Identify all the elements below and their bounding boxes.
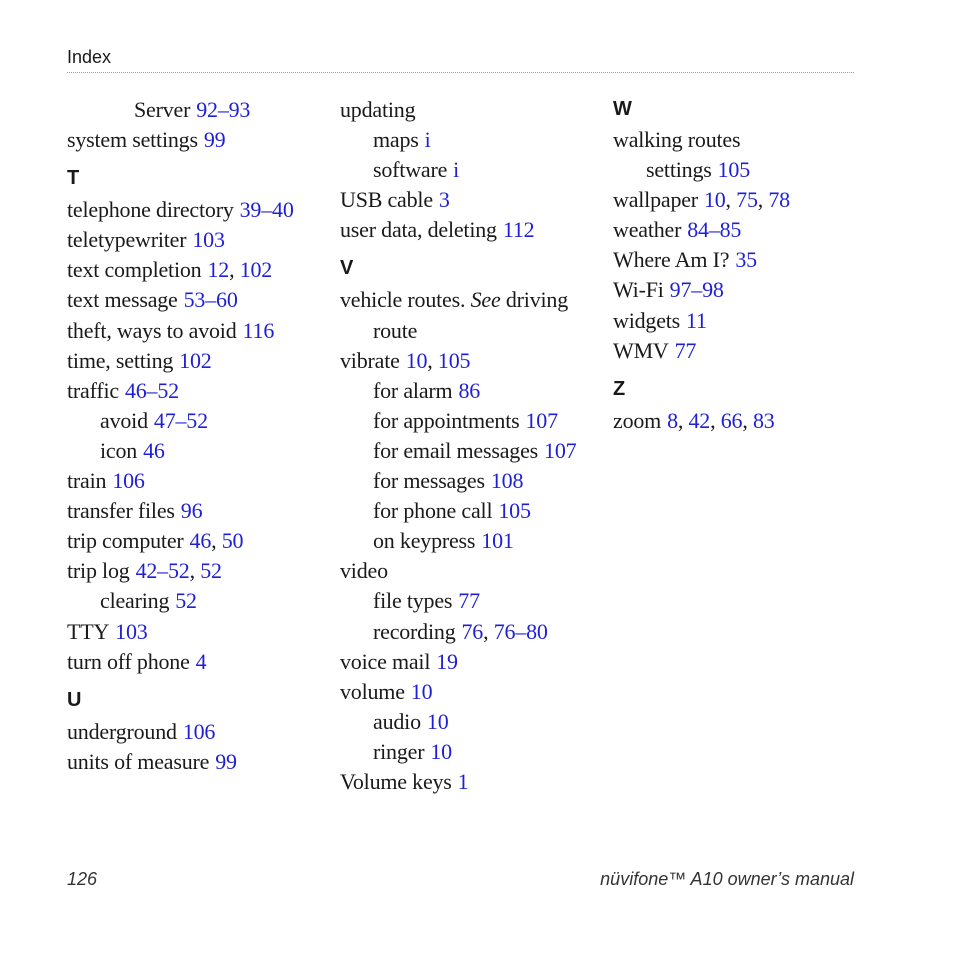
page-references	[125, 378, 179, 403]
index-term: walking routes	[613, 127, 741, 152]
section-letter: W	[613, 98, 632, 120]
index-subentry	[67, 406, 327, 436]
page-link[interactable]: 46	[189, 528, 212, 554]
page-references	[453, 157, 459, 182]
page-references	[204, 127, 226, 152]
page-link[interactable]: 102	[239, 257, 273, 283]
page-link[interactable]: 107	[525, 407, 558, 433]
index-term: theft, ways to avoid	[67, 317, 237, 343]
index-term: vehicle routes.	[340, 287, 466, 313]
index-entry	[613, 306, 873, 336]
index-term: software	[373, 157, 448, 183]
page-link[interactable]: 42	[688, 407, 711, 433]
index-subentry	[340, 316, 600, 346]
page-link[interactable]: 99	[215, 748, 237, 774]
page-references	[192, 227, 224, 252]
index-subentry	[340, 406, 600, 436]
index-entry	[613, 336, 873, 366]
index-subentry	[67, 95, 327, 125]
index-entry	[340, 556, 600, 586]
page-link[interactable]: 112	[502, 217, 535, 243]
index-term: Wi-Fi	[613, 277, 664, 303]
index-term: trip log	[67, 558, 130, 584]
page-references	[243, 318, 275, 343]
index-term: system settings	[67, 127, 198, 153]
index-entry	[67, 496, 327, 526]
page-link[interactable]: 78	[768, 187, 790, 213]
index-term: for messages	[373, 468, 485, 494]
page-references: 10, 75, 78	[703, 187, 790, 213]
page-references	[430, 739, 452, 764]
index-subentry	[67, 436, 327, 466]
index-entry	[613, 406, 873, 436]
page-references	[670, 277, 724, 302]
index-subentry	[340, 707, 600, 737]
page-references	[196, 649, 207, 674]
page-link[interactable]: 10	[430, 738, 452, 764]
page-link[interactable]: 10	[410, 678, 433, 704]
page-references	[215, 749, 237, 774]
index-subentry	[340, 737, 600, 767]
index-term: maps	[373, 127, 419, 153]
page-link[interactable]: i	[453, 157, 460, 183]
index-term: for email messages	[373, 437, 539, 463]
index-term: user data, deleting	[340, 217, 497, 243]
index-entry	[67, 316, 327, 346]
page-link[interactable]: 12	[207, 257, 230, 283]
index-term: file types	[373, 588, 453, 614]
page-references	[179, 348, 211, 373]
index-entry	[613, 185, 873, 215]
index-term: vibrate	[340, 347, 400, 373]
index-column-2	[340, 95, 600, 797]
page-references	[718, 157, 750, 182]
index-column-3	[613, 95, 873, 436]
page-link[interactable]: 53–60	[183, 287, 238, 313]
page-link[interactable]: 116	[242, 317, 275, 343]
index-entry	[340, 185, 600, 215]
index-term: for alarm	[373, 377, 453, 403]
page-link[interactable]: 101	[481, 528, 514, 554]
index-term: for appointments	[373, 407, 520, 433]
index-entry	[613, 245, 873, 275]
index-subentry	[340, 466, 600, 496]
index-entry	[613, 215, 873, 245]
index-entry	[340, 767, 600, 797]
index-entry	[340, 285, 600, 315]
index-term: weather	[613, 217, 682, 243]
index-term: train	[67, 468, 107, 494]
page-references	[411, 679, 433, 704]
index-subentry	[340, 436, 600, 466]
index-entry	[340, 677, 600, 707]
index-entry	[340, 95, 600, 125]
section-letter: T	[67, 167, 80, 190]
page-link[interactable]: 92–93	[196, 97, 251, 122]
page-link[interactable]: 105	[437, 347, 471, 373]
page-references	[183, 719, 215, 744]
index-term: WMV	[613, 337, 669, 363]
page-references	[439, 187, 450, 212]
section-letter: U	[67, 688, 82, 711]
index-term: on keypress	[373, 528, 476, 554]
page-references	[686, 308, 707, 333]
index-entry	[613, 275, 873, 305]
page-references	[115, 619, 147, 644]
index-term: time, setting	[67, 347, 174, 373]
page-link[interactable]: 1	[457, 768, 469, 794]
index-term: Server	[134, 97, 191, 122]
running-header: Index	[67, 47, 112, 67]
page-link[interactable]: 46	[143, 437, 165, 463]
page-link[interactable]: 106	[182, 718, 216, 744]
index-term: voice mail	[340, 648, 431, 674]
index-subentry	[340, 586, 600, 616]
index-subentry	[340, 496, 600, 526]
index-subentry	[340, 125, 600, 155]
index-term: USB cable	[340, 187, 433, 213]
page-link[interactable]: 47–52	[153, 407, 208, 433]
index-subentry	[340, 155, 600, 185]
page-link[interactable]: 46–52	[124, 377, 179, 403]
index-term: text completion	[67, 257, 202, 283]
index-entry	[67, 376, 327, 406]
page-link[interactable]: 105	[498, 498, 531, 524]
page-link[interactable]: 107	[544, 437, 577, 463]
page-references	[526, 408, 558, 433]
index-subentry	[340, 526, 600, 556]
page-references	[427, 709, 449, 734]
index-term: audio	[373, 708, 421, 734]
index-column-1	[67, 95, 327, 777]
page-references	[458, 588, 480, 613]
page-references: 8, 42, 66, 83	[667, 407, 775, 433]
page-link[interactable]: 42–52	[135, 558, 190, 584]
index-term: ringer	[373, 738, 425, 764]
page-references	[143, 438, 165, 463]
page-link[interactable]: 103	[115, 618, 148, 644]
page-link[interactable]: 77	[458, 588, 480, 614]
index-entry	[67, 556, 327, 586]
index-entry	[340, 215, 600, 245]
index-term: Where Am I?	[613, 247, 730, 273]
page-references	[735, 247, 757, 272]
index-term: TTY	[67, 618, 110, 644]
page-references	[154, 408, 208, 433]
index-term: transfer files	[67, 498, 175, 524]
index-term: settings	[646, 157, 712, 183]
page-references: 12, 102	[207, 257, 273, 283]
page-link[interactable]: 19	[436, 648, 458, 674]
page-link[interactable]: 84–85	[687, 217, 742, 243]
index-entry	[340, 346, 600, 376]
page-references: 46, 50	[189, 528, 244, 554]
page-link[interactable]: 77	[674, 337, 697, 363]
page-references: 10, 105	[405, 347, 471, 373]
page-link[interactable]: 102	[179, 347, 212, 373]
index-term: widgets	[613, 307, 681, 333]
index-term: avoid	[100, 407, 148, 433]
index-entry	[67, 346, 327, 376]
page-link[interactable]: 10	[405, 347, 428, 373]
index-term: route	[373, 317, 418, 343]
page-references	[687, 217, 741, 242]
index-term: teletypewriter	[67, 227, 187, 253]
page-references	[425, 127, 431, 152]
section-letter: V	[340, 257, 354, 280]
index-entry	[67, 717, 327, 747]
index-entry	[67, 125, 327, 155]
index-term: Volume keys	[340, 768, 452, 794]
see-target: driving	[505, 287, 569, 313]
page-references	[491, 468, 523, 493]
index-term: traffic	[67, 377, 119, 403]
index-term: clearing	[100, 588, 170, 614]
manual-title: nüvifone™ A10 owner’s manual	[600, 869, 854, 889]
page-references	[196, 97, 250, 122]
index-term: units of measure	[67, 748, 210, 774]
page-references	[240, 197, 294, 222]
index-term: trip computer	[67, 528, 184, 554]
page-link[interactable]: 83	[752, 407, 775, 433]
page-link[interactable]: 99	[203, 127, 226, 153]
page-link[interactable]: 52	[200, 558, 222, 584]
section-letter: Z	[613, 377, 626, 400]
page-link[interactable]: 52	[175, 588, 197, 614]
index-term: updating	[340, 97, 416, 122]
index-term: video	[340, 558, 388, 584]
page-link[interactable]: 35	[735, 247, 757, 273]
page-link[interactable]: 76	[461, 618, 484, 644]
page-link[interactable]: 96	[180, 498, 203, 524]
page-references	[675, 338, 697, 363]
page-link[interactable]: 4	[195, 648, 207, 674]
header-divider	[67, 72, 854, 73]
index-term: icon	[100, 437, 138, 463]
page-link[interactable]: 103	[192, 227, 225, 253]
index-entry	[613, 125, 873, 155]
index-entry	[67, 647, 327, 677]
page-link[interactable]: 97–98	[669, 277, 724, 303]
index-entry	[67, 526, 327, 556]
index-entry	[67, 255, 327, 285]
page-link[interactable]: 106	[112, 468, 145, 494]
index-term: zoom	[613, 407, 662, 433]
page-link[interactable]: 3	[438, 187, 450, 213]
page-link[interactable]: 39–40	[239, 197, 294, 223]
page-references	[181, 498, 203, 523]
index-term: turn off phone	[67, 648, 190, 674]
page-references	[458, 378, 480, 403]
page-link[interactable]: 76–80	[493, 618, 548, 644]
index-entry	[67, 747, 327, 777]
page-link[interactable]: 105	[717, 157, 751, 183]
page-references	[112, 468, 144, 493]
page-link[interactable]: 75	[736, 187, 758, 213]
index-entry	[67, 466, 327, 496]
index-entry	[67, 285, 327, 315]
page-link[interactable]: 10	[426, 708, 449, 734]
page-link[interactable]: 66	[720, 407, 743, 433]
index-subentry	[613, 155, 873, 185]
page-link[interactable]: 8	[667, 407, 678, 433]
index-term: for phone call	[373, 498, 493, 524]
page-number: 126	[67, 869, 98, 889]
index-term: underground	[67, 718, 177, 744]
index-subentry	[340, 376, 600, 406]
page-link[interactable]: 50	[221, 528, 244, 554]
page-references	[458, 769, 469, 794]
index-subentry	[340, 617, 600, 647]
page-link[interactable]: i	[424, 127, 431, 153]
page-references	[503, 217, 535, 242]
index-term: text message	[67, 287, 178, 313]
page-references	[544, 438, 576, 463]
index-entry	[67, 195, 327, 225]
index-entry	[67, 225, 327, 255]
page-link[interactable]: 86	[458, 377, 481, 403]
page-references	[175, 588, 197, 613]
page-references: 76, 76–80	[461, 618, 548, 644]
page-link[interactable]: 10	[703, 187, 726, 213]
page-link[interactable]: 108	[490, 468, 524, 494]
index-subentry	[67, 586, 327, 616]
index-term: telephone directory	[67, 197, 234, 223]
page-link[interactable]: 11	[686, 307, 707, 333]
page-references	[481, 528, 513, 553]
page-references	[436, 649, 458, 674]
index-term: wallpaper	[613, 187, 698, 213]
index-term: volume	[340, 678, 405, 704]
see-reference: See	[470, 287, 501, 313]
index-term: recording	[373, 618, 456, 644]
index-entry	[340, 647, 600, 677]
index-entry	[67, 617, 327, 647]
page-references	[498, 498, 530, 523]
page-references: 42–52, 52	[135, 558, 222, 584]
page-references	[184, 287, 238, 312]
